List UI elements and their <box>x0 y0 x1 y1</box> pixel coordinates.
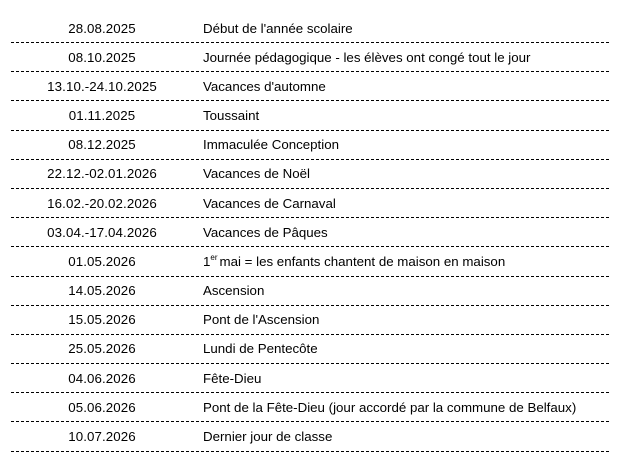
row-date: 08.10.2025 <box>68 49 136 65</box>
row-event: Journée pédagogique - les élèves ont congé tout le jour <box>203 49 531 65</box>
table-row <box>11 101 609 130</box>
row-event: Immaculée Conception <box>203 137 339 153</box>
row-date: 25.05.2026 <box>68 341 136 357</box>
row-date: 01.05.2026 <box>68 253 136 269</box>
row-date: 05.06.2026 <box>68 399 136 415</box>
row-event: Vacances d'automne <box>203 78 326 94</box>
school-calendar-table <box>11 14 609 452</box>
table-row <box>11 247 609 276</box>
table-row <box>11 335 609 364</box>
ordinal-number: 1 <box>203 254 211 270</box>
row-date: 08.12.2025 <box>68 137 136 153</box>
table-row <box>11 131 609 160</box>
row-date: 13.10.-24.10.2025 <box>47 78 157 94</box>
row-event <box>193 253 505 269</box>
row-date: 01.11.2025 <box>68 107 136 123</box>
table-row <box>11 393 609 422</box>
row-event: Vacances de Noël <box>203 166 310 182</box>
table-row <box>11 72 609 101</box>
row-event: Début de l'année scolaire <box>203 20 353 36</box>
row-date: 03.04.-17.04.2026 <box>47 224 157 240</box>
table-row <box>11 306 609 335</box>
row-date: 10.07.2026 <box>68 429 136 445</box>
row-date: 22.12.-02.01.2026 <box>47 166 157 182</box>
row-event: Vacances de Pâques <box>203 224 328 240</box>
row-event: Ascension <box>203 283 265 299</box>
table-row <box>11 160 609 189</box>
table-row <box>11 364 609 393</box>
row-event: Dernier jour de classe <box>203 429 333 445</box>
row-date: 14.05.2026 <box>68 283 136 299</box>
table-row <box>11 218 609 247</box>
row-event: Vacances de Carnaval <box>203 195 336 211</box>
table-row <box>11 189 609 218</box>
row-event: Fête-Dieu <box>203 370 262 386</box>
table-row <box>11 43 609 72</box>
table-row <box>11 422 609 451</box>
row-date: 15.05.2026 <box>68 312 136 328</box>
row-event: Pont de l'Ascension <box>203 312 320 328</box>
row-date: 16.02.-20.02.2026 <box>47 195 157 211</box>
table-row <box>11 277 609 306</box>
row-event: Lundi de Pentecôte <box>203 341 318 357</box>
row-event: Toussaint <box>203 107 260 123</box>
row-event-text: mai = les enfants chantent de maison en maison <box>219 254 506 270</box>
table-row <box>11 14 609 43</box>
row-date: 28.08.2025 <box>68 20 136 36</box>
row-date: 04.06.2026 <box>68 370 136 386</box>
row-event: Pont de la Fête-Dieu (jour accordé par la commune de Belfaux) <box>203 399 577 415</box>
ordinal-superscript: er <box>210 253 218 263</box>
